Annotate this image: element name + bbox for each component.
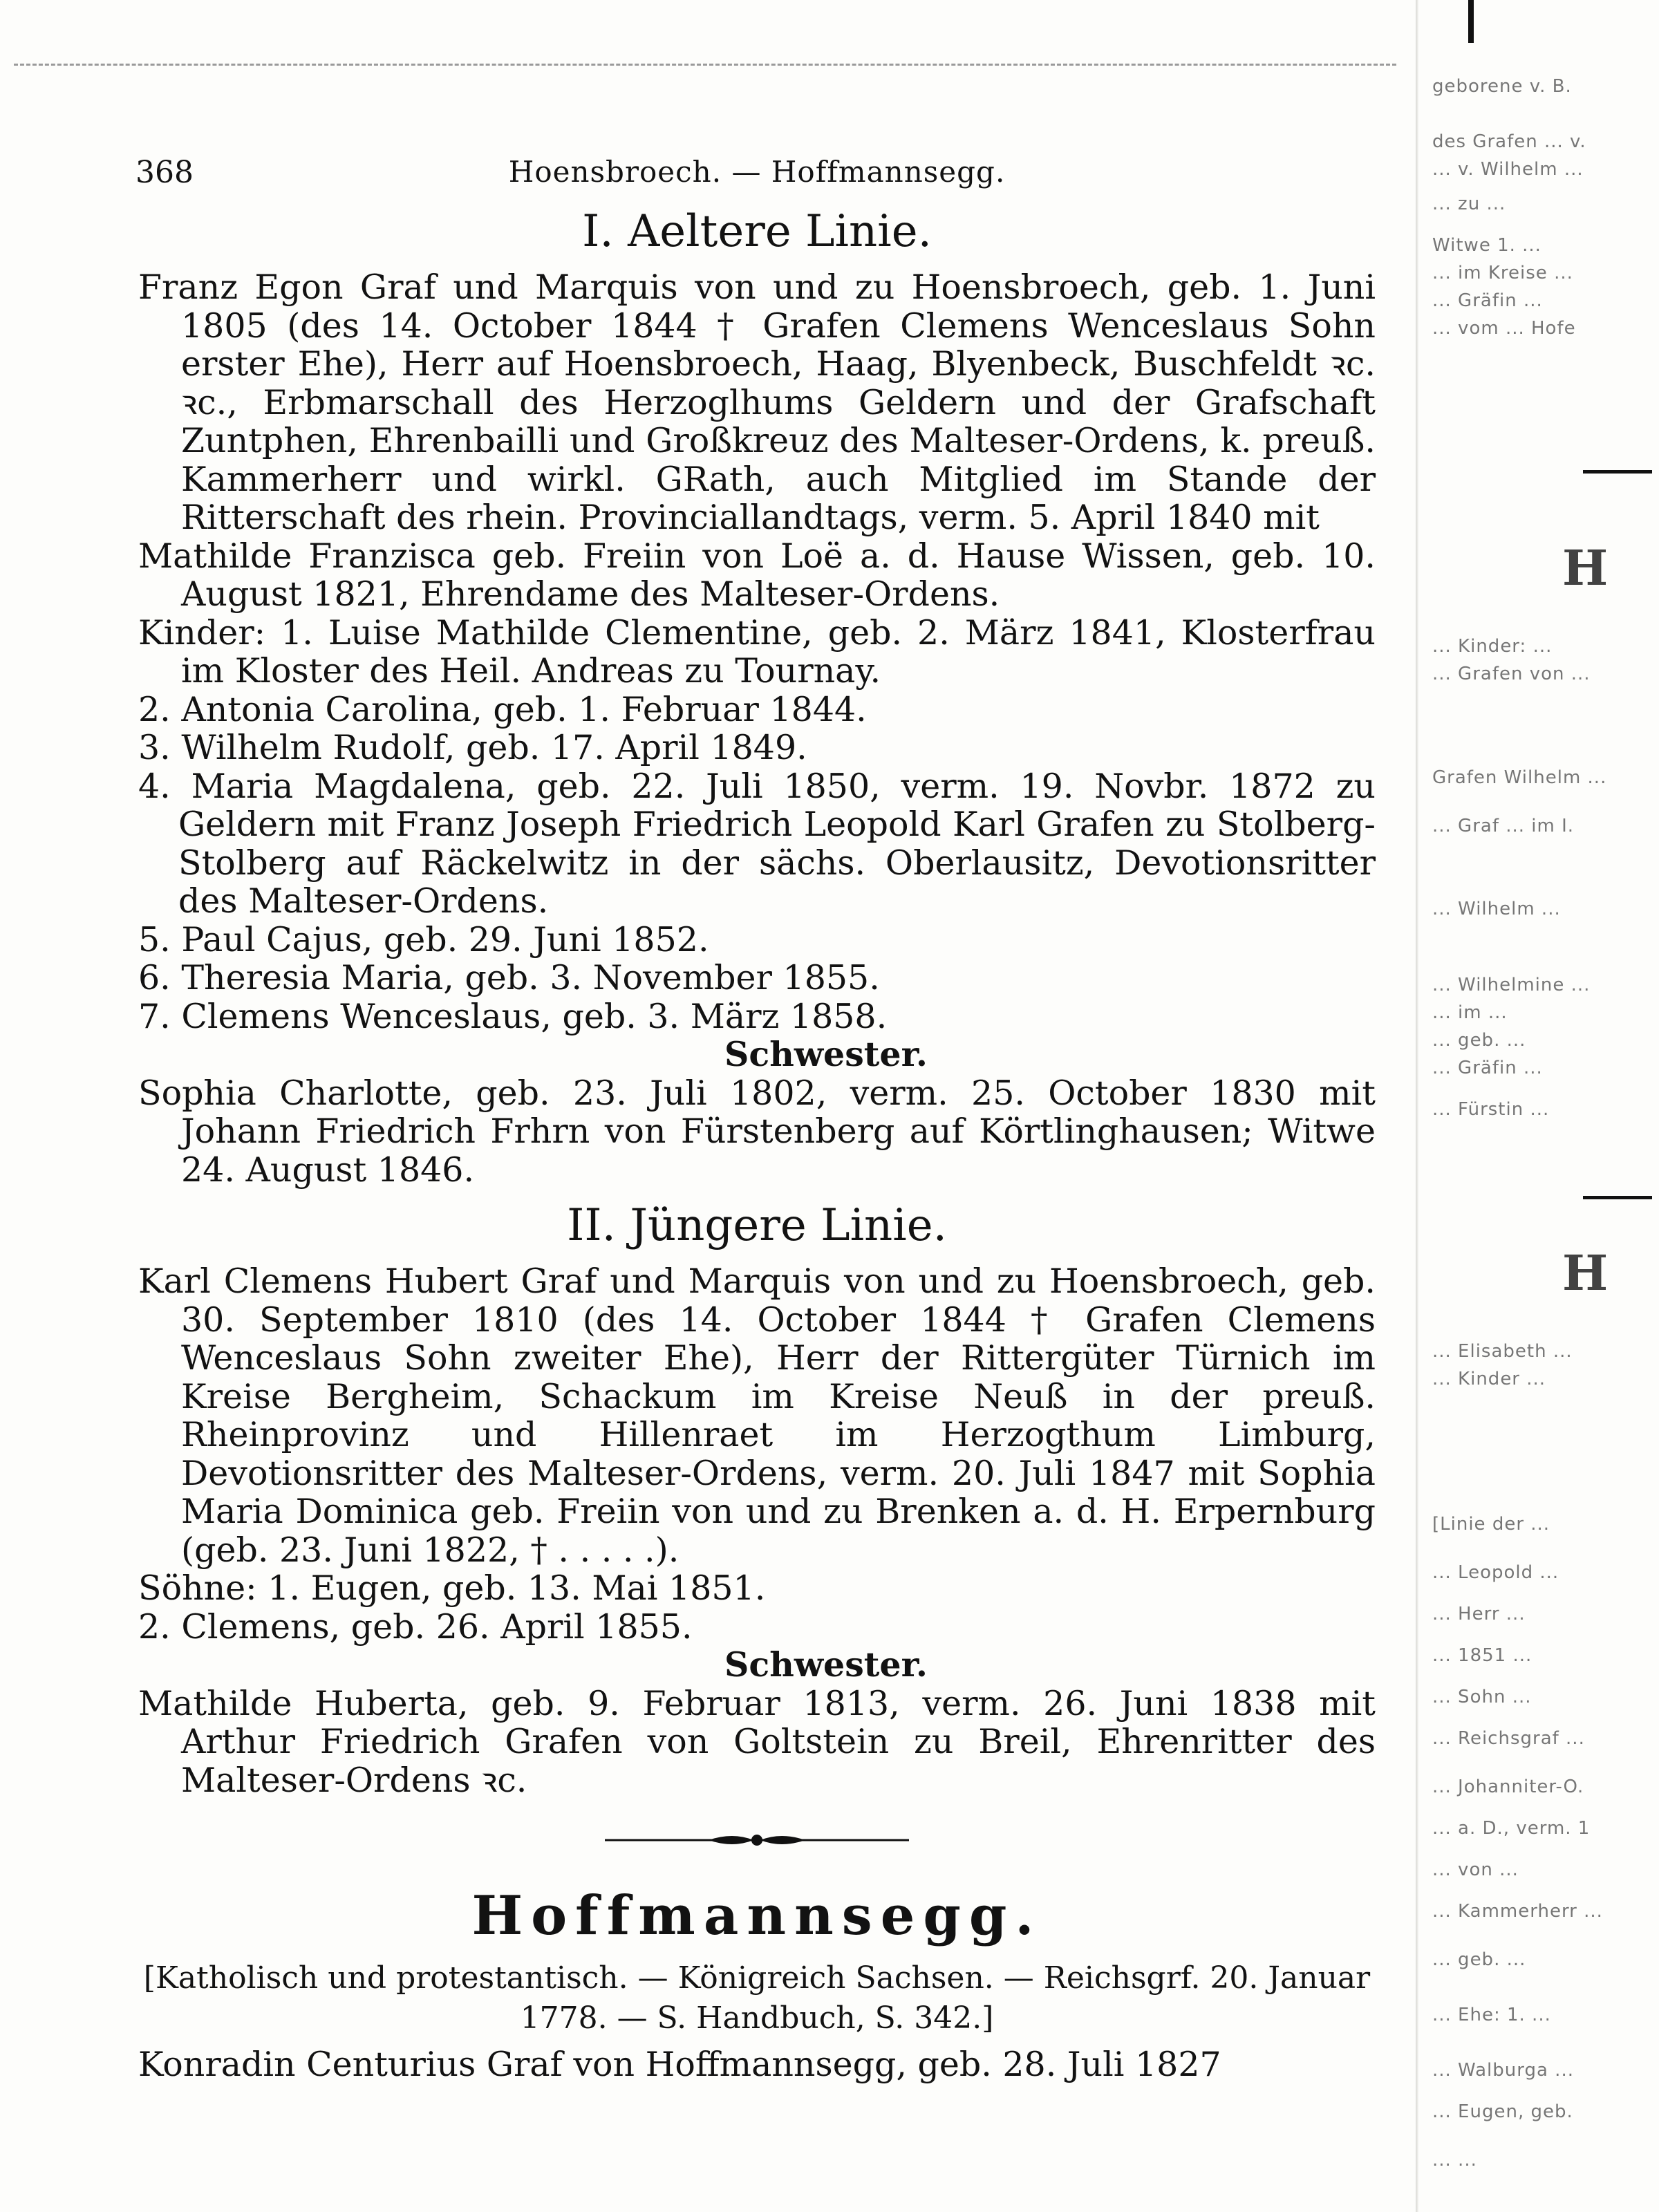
- adjacent-heading-letter: H: [1562, 1244, 1609, 1302]
- adjacent-line: [Linie der ...: [1432, 1514, 1550, 1535]
- children-entry-1: Kinder: 1. Luise Mathilde Clementine, geb. 2. März 1841, Klosterfrau im Kloster des Heil. Andreas zu Tournay.: [138, 612, 1376, 691]
- adjacent-line: ... im Kreise ...: [1432, 263, 1573, 283]
- adjacent-line: Grafen Wilhelm ...: [1432, 767, 1607, 788]
- adjacent-line: geborene v. B.: [1432, 76, 1572, 97]
- sister-heading-younger: Schwester.: [724, 1644, 928, 1685]
- sons-entry-1: Söhne: 1. Eugen, geb. 13. Mai 1851.: [138, 1568, 766, 1608]
- adjacent-line: ... ...: [1432, 2150, 1477, 2171]
- adjacent-line: ... a. D., verm. 1: [1432, 1818, 1591, 1839]
- scan-edge-mark: [1468, 0, 1474, 43]
- adjacent-line: ... Sohn ...: [1432, 1687, 1532, 1707]
- running-head: Hoensbroech. — Hoffmannsegg.: [508, 155, 1006, 189]
- adjacent-line: ... von ...: [1432, 1859, 1519, 1880]
- adjacent-heading-letter: H: [1562, 539, 1609, 597]
- adjacent-line: ... Wilhelm ...: [1432, 899, 1561, 919]
- adjacent-line: des Grafen ... v.: [1432, 131, 1586, 152]
- adjacent-line: ... Leopold ...: [1432, 1562, 1559, 1583]
- entry-franz-egon: Franz Egon Graf und Marquis von und zu Hoensbroech, geb. 1. Juni 1805 (des 14. October 1844 † Grafen Clemens Wenceslaus Sohn erster Ehe), Herr auf Hoensbroech, Haag, Blyenbeck, Buschfeldt ꝛc. ꝛc., Erbmarschall des Herzoglhums Geldern und der Grafschaft Zuntphen, Ehrenbailli und Großkreuz des Malteser-Ordens, k. preuß. Kammerherr und wirkl. GRath, auch Mitglied im Stande der Ritterschaft des rhein. Provinciallandtags, verm. 5. April 1840 mit: [138, 268, 1376, 537]
- entry-mathilde-huberta: Mathilde Huberta, geb. 9. Februar 1813, verm. 26. Juni 1838 mit Arthur Friedrich Grafen von Goltstein zu Breil, Ehrenritter des Malteser-Ordens ꝛc.: [138, 1683, 1376, 1800]
- page-header: [135, 145, 1376, 195]
- adjacent-line: ... Fürstin ...: [1432, 1099, 1550, 1120]
- children-entry-6: 6. Theresia Maria, geb. 3. November 1855.: [138, 958, 880, 997]
- adjacent-line: ... 1851 ...: [1432, 1645, 1533, 1666]
- entry-sophia-charlotte: Sophia Charlotte, geb. 23. Juli 1802, verm. 25. October 1830 mit Johann Friedrich Frhrn von Fürstenberg auf Körtlinghausen; Witwe 24. August 1846.: [138, 1073, 1376, 1190]
- adjacent-line: ... Reichsgraf ...: [1432, 1728, 1585, 1749]
- adjacent-line: ... Herr ...: [1432, 1604, 1526, 1624]
- ornament-divider-icon: [605, 1830, 909, 1850]
- page-number: 368: [135, 155, 194, 190]
- adjacent-line: ... Elisabeth ...: [1432, 1341, 1573, 1362]
- adjacent-line: Witwe 1. ...: [1432, 235, 1541, 256]
- adjacent-line: ... vom ... Hofe: [1432, 318, 1576, 339]
- adjacent-line: ... Kinder: ...: [1432, 636, 1553, 657]
- entry-konradin-centurius: Konradin Centurius Graf von Hoffmannsegg, geb. 28. Juli 1827: [138, 2045, 1221, 2084]
- entry-mathilde-franzisca: Mathilde Franzisca geb. Freiin von Loë a. d. Hause Wissen, geb. 10. August 1821, Ehrendame des Malteser-Ordens.: [138, 536, 1376, 614]
- book-page: [135, 145, 1376, 2084]
- sons-entry-2: 2. Clemens, geb. 26. April 1855.: [138, 1606, 693, 1647]
- adjacent-line: ... Eugen, geb.: [1432, 2101, 1573, 2122]
- hoffmannsegg-note: [Katholisch und protestantisch. — Königreich Sachsen. — Reichsgrf. 20. Januar 1778. — S. Handbuch, S. 342.]: [143, 1960, 1371, 2036]
- children-entry-3: 3. Wilhelm Rudolf, geb. 17. April 1849.: [138, 728, 807, 767]
- section-title-younger-line: II. Jüngere Linie.: [567, 1200, 947, 1251]
- adjacent-line: ... Gräfin ...: [1432, 1058, 1543, 1078]
- adjacent-line: ... Kinder ...: [1432, 1369, 1546, 1389]
- adjacent-line: ... geb. ...: [1432, 1030, 1526, 1051]
- adjacent-line: ... geb. ...: [1432, 1949, 1526, 1970]
- sister-heading-older: Schwester.: [724, 1034, 928, 1074]
- adjacent-page-strip: [1424, 55, 1652, 2198]
- children-entry-2: 2. Antonia Carolina, geb. 1. Februar 1844.: [138, 689, 867, 729]
- scan-top-edge: [14, 64, 1396, 66]
- adjacent-line: ... Wilhelmine ...: [1432, 975, 1591, 995]
- adjacent-line: ... Graf ... im I.: [1432, 816, 1575, 836]
- page-gutter-shadow: [1416, 0, 1418, 2212]
- adjacent-line: ... Ehe: 1. ...: [1432, 2005, 1551, 2025]
- adjacent-line: ... Grafen von ...: [1432, 664, 1591, 684]
- adjacent-line: ... Gräfin ...: [1432, 290, 1543, 311]
- section-title-older-line: I. Aeltere Linie.: [582, 206, 932, 257]
- adjacent-rule: [1583, 470, 1652, 474]
- adjacent-line: ... zu ...: [1432, 194, 1506, 214]
- children-entry-5: 5. Paul Cajus, geb. 29. Juni 1852.: [138, 919, 709, 959]
- adjacent-line: ... Kammerherr ...: [1432, 1901, 1603, 1922]
- adjacent-line: ... im ...: [1432, 1002, 1508, 1023]
- adjacent-line: ... Walburga ...: [1432, 2060, 1574, 2081]
- adjacent-line: ... v. Wilhelm ...: [1432, 159, 1584, 180]
- adjacent-rule: [1583, 1196, 1652, 1199]
- family-title-hoffmannsegg: Hoffmannsegg.: [471, 1884, 1042, 1947]
- entry-karl-clemens: Karl Clemens Hubert Graf und Marquis von und zu Hoensbroech, geb. 30. September 1810 (des 14. October 1844 † Grafen Clemens Wenceslaus Sohn zweiter Ehe), Herr der Rittergüter Türnich im Kreise Bergheim, Schackum im Kreise Neuß in der preuß. Rheinprovinz und Hillenraet im Herzogthum Limburg, Devotionsritter des Malteser-Ordens, verm. 20. Juli 1847 mit Sophia Maria Dominica geb. Freiin von und zu Brenken a. d. H. Erpernburg (geb. 23. Juni 1822, † . . . . .).: [138, 1262, 1376, 1570]
- children-entry-7: 7. Clemens Wenceslaus, geb. 3. März 1858.: [138, 996, 888, 1036]
- adjacent-line: ... Johanniter-O.: [1432, 1777, 1584, 1797]
- children-entry-4: 4. Maria Magdalena, geb. 22. Juli 1850, verm. 19. Novbr. 1872 zu Geldern mit Franz Joseph Friedrich Leopold Karl Grafen zu Stolberg-Stolberg auf Räckelwitz in der sächs. Oberlausitz, Devotionsritter des Malteser-Ordens.: [138, 766, 1376, 921]
